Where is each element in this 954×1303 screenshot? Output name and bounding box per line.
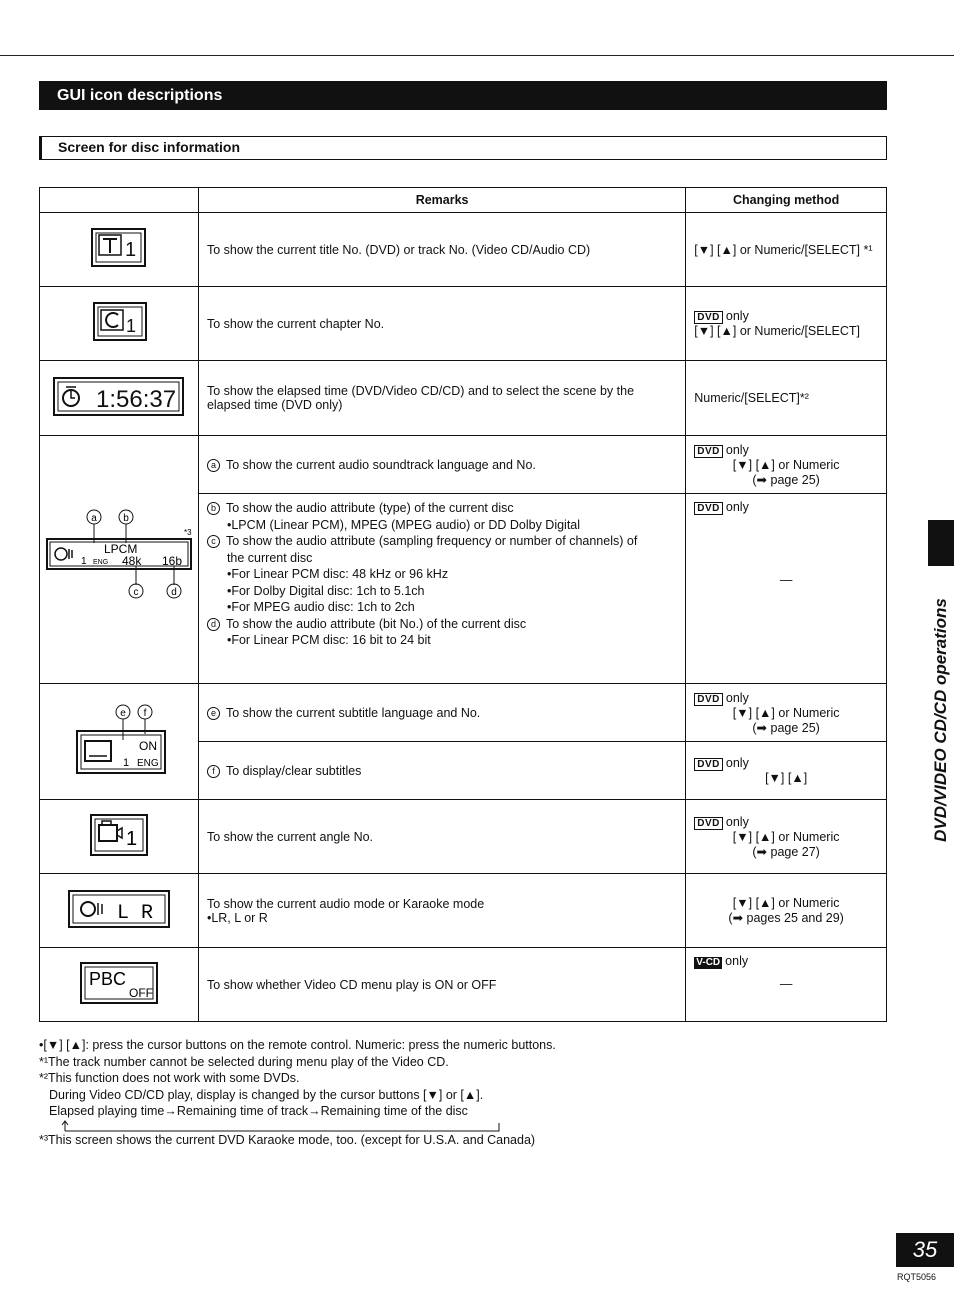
change-method: [▼] [▲] or Numeric/[SELECT]	[694, 324, 861, 338]
table-row	[40, 287, 887, 361]
table-row	[40, 948, 887, 1022]
vcd-badge: V-CD	[696, 957, 721, 968]
top-rule	[0, 55, 954, 56]
table-header-row	[40, 188, 887, 213]
marker-b: b	[207, 502, 220, 515]
change-method: Numeric/[SELECT]*²	[694, 391, 809, 405]
audio-icon-graphic	[44, 503, 194, 613]
availability: DVD only	[694, 756, 878, 771]
title-icon	[40, 213, 199, 287]
change-method: —	[779, 573, 793, 587]
footnote: Elapsed playing time→Remaining time of track→Remaining time of the disc	[49, 1104, 468, 1118]
svg-text:a: a	[91, 513, 97, 524]
svg-text:1: 1	[125, 828, 138, 850]
change-method: [▼] [▲] or Numeric	[732, 457, 840, 472]
remarks-header: Remarks	[198, 188, 685, 213]
change-method: [▼] [▲] or Numeric/[SELECT] *¹	[694, 242, 873, 257]
changing-method-header: Changing method	[686, 188, 887, 213]
remark-text: To show whether Video CD menu play is ON or OFF	[206, 977, 497, 992]
svg-text:16b: 16b	[161, 554, 182, 568]
section-title: GUI icon descriptions	[39, 81, 887, 110]
marker-c: c	[207, 535, 220, 548]
chapter-icon	[40, 287, 199, 361]
subsection-title: Screen for disc information	[39, 136, 887, 160]
svg-text:L R: L R	[116, 902, 153, 925]
dvd-badge: DVD	[694, 758, 723, 771]
svg-text:b: b	[123, 513, 129, 524]
remark-text: To show the current chapter No.	[206, 316, 385, 331]
svg-text:*3: *3	[183, 528, 192, 537]
pbc-icon	[40, 948, 199, 1022]
availability: DVD only	[694, 309, 878, 324]
marker-e: e	[207, 707, 220, 720]
availability: DVD only	[694, 691, 878, 706]
disc-info-table	[39, 187, 887, 1022]
remark-text: To show the elapsed time (DVD/Video CD/CD) and to select the scene by the elapsed time (DVD only)	[206, 384, 635, 412]
audio-mode-icon-graphic	[67, 889, 171, 929]
table-row	[40, 361, 887, 436]
svg-text:1: 1	[124, 239, 137, 261]
page-ref: (➡ page 25)	[752, 720, 820, 735]
marker-a: a	[207, 459, 220, 472]
dvd-badge: DVD	[694, 502, 723, 515]
availability: DVD only	[694, 500, 878, 515]
audio-icon	[40, 436, 199, 684]
availability: DVD only	[694, 815, 878, 830]
remark-text: To show the current title No. (DVD) or track No. (Video CD/Audio CD)	[206, 242, 591, 257]
cycle-arrow-icon	[61, 1120, 521, 1132]
remark-text: To show the audio attribute (type) of the current disc	[225, 501, 514, 515]
table-row	[40, 436, 887, 494]
svg-text:1: 1	[80, 556, 87, 567]
table-row	[40, 213, 887, 287]
footnote: *¹The track number cannot be selected during menu play of the Video CD.	[39, 1054, 449, 1069]
remark-text: •For MPEG audio disc: 1ch to 2ch	[226, 600, 415, 614]
table-row	[40, 684, 887, 742]
remark-text: To show the current audio mode or Karaoke mode	[206, 896, 485, 911]
table-row	[40, 874, 887, 948]
remark-text: •For Linear PCM disc: 48 kHz or 96 kHz	[226, 567, 449, 581]
remark-text: •For Dolby Digital disc: 1ch to 5.1ch	[226, 583, 425, 598]
change-method: [▼] [▲] or Numeric	[732, 829, 840, 844]
svg-text:e: e	[120, 708, 126, 719]
footnote: *³This screen shows the current DVD Karaoke mode, too. (except for U.S.A. and Canada)	[39, 1132, 536, 1147]
remark-text: the current disc	[226, 550, 313, 565]
footnote: *²This function does not work with some DVDs.	[39, 1071, 300, 1085]
time-icon-graphic	[52, 376, 186, 418]
change-method: —	[779, 977, 793, 991]
remark-text: To show the current audio soundtrack language and No.	[225, 457, 536, 472]
remark-text: To show the audio attribute (sampling frequency or number of channels) of	[225, 534, 638, 548]
icon-column-header	[40, 188, 199, 213]
dvd-badge: DVD	[694, 445, 723, 458]
change-method: [▼] [▲] or Numeric	[732, 705, 840, 720]
page-ref: (➡ page 27)	[752, 844, 820, 859]
angle-icon-graphic	[89, 813, 149, 857]
marker-d: d	[207, 618, 220, 631]
remark-text: •LPCM (Linear PCM), MPEG (MPEG audio) or DD Dolby Digital	[226, 517, 581, 532]
availability: DVD only	[694, 443, 878, 458]
svg-text:LPCM: LPCM	[103, 542, 138, 556]
svg-text:ENG: ENG	[92, 559, 109, 566]
document-code: RQT5056	[897, 1272, 937, 1282]
dvd-badge: DVD	[694, 693, 723, 706]
svg-text:1: 1	[122, 757, 130, 769]
remark-text: •LR, L or R	[206, 910, 268, 925]
footnote: During Video CD/CD play, display is changed by the cursor buttons [▼] or [▲].	[49, 1087, 484, 1102]
subtitle-icon	[40, 684, 199, 800]
subtitle-icon-graphic	[69, 700, 169, 780]
angle-icon	[40, 800, 199, 874]
svg-text:OFF: OFF	[128, 986, 153, 1000]
table-row	[40, 800, 887, 874]
svg-text:1: 1	[125, 316, 136, 336]
change-method: [▼] [▲] or Numeric	[732, 896, 840, 910]
remark-text: To show the current subtitle language and No.	[225, 705, 481, 720]
dvd-badge: DVD	[694, 817, 723, 830]
time-icon	[40, 361, 199, 436]
remark-text: •For Linear PCM disc: 16 bit to 24 bit	[226, 633, 431, 647]
footnotes	[39, 1037, 556, 1148]
remark-text: To show the audio attribute (bit No.) of the current disc	[225, 616, 527, 631]
page-number: 35	[896, 1233, 954, 1267]
title-icon-graphic	[89, 227, 149, 269]
side-section-label: DVD/VIDEO CD/CD operations	[931, 598, 950, 842]
svg-text:d: d	[171, 587, 177, 598]
side-tab-marker	[928, 520, 954, 566]
chapter-icon-graphic	[89, 301, 149, 343]
audio-mode-icon	[40, 874, 199, 948]
change-method: [▼] [▲]	[765, 771, 808, 785]
footnote: •[▼] [▲]: press the cursor buttons on the remote control. Numeric: press the numeric buttons.	[39, 1038, 556, 1052]
svg-text:48k: 48k	[121, 554, 142, 568]
marker-f: f	[207, 765, 220, 778]
page-ref: (➡ pages 25 and 29)	[728, 911, 844, 925]
availability: V-CD only	[696, 954, 749, 968]
svg-text:c: c	[133, 587, 139, 598]
remark-text: To display/clear subtitles	[225, 763, 362, 778]
svg-text:1:56:37: 1:56:37	[95, 385, 177, 413]
page-ref: (➡ page 25)	[752, 472, 820, 487]
pbc-icon-graphic	[79, 961, 159, 1005]
svg-text:PBC: PBC	[88, 969, 126, 989]
svg-text:ON: ON	[138, 739, 157, 753]
svg-text:ENG: ENG	[136, 758, 159, 769]
dvd-badge: DVD	[694, 311, 723, 324]
svg-text:f: f	[143, 708, 147, 719]
remark-text: To show the current angle No.	[206, 829, 374, 844]
